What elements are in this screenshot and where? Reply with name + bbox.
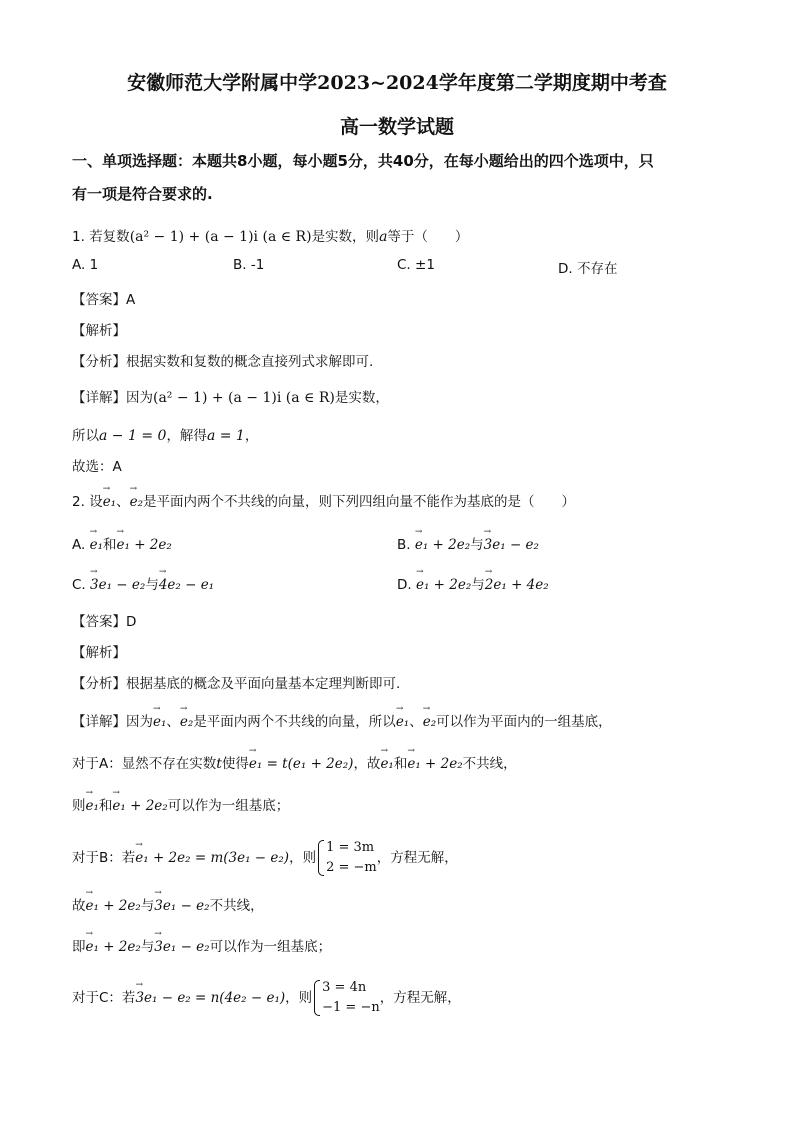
q2-case-b2-pre: 故 [72, 898, 86, 914]
q2-option-c-vec2: → 4e₂ − e₁ [159, 577, 214, 593]
q2-case-c-eq1: 3 = 4n [322, 980, 367, 995]
q2-detail-e1b: → e₁ [396, 714, 409, 730]
section-heading: 一、单项选择题：本题共8小题，每小题5分，共40分，在每小题给出的四个选项中，只 [72, 152, 654, 170]
q2-case-a-expr: → e₁ = t(e₁ + 2e₂) [249, 756, 354, 772]
q2-option-c[interactable] [72, 573, 214, 593]
q2-option-a-vec2: → e₁ + 2e₂ [117, 537, 172, 553]
q1-expression: (a² − 1) + (a − 1)i (a ∈ R) [129, 229, 312, 245]
q2-stem-sep: 、 [116, 494, 130, 510]
q2-detail-e2b: → e₂ [423, 714, 436, 730]
q1-solve [72, 424, 258, 444]
q2-case-c-mid: ，则 [285, 990, 313, 1006]
q1-number: 1. [72, 229, 85, 245]
q2-option-d-vec1: → e₁ + 2e₂ [416, 577, 471, 593]
q1-variable: a [379, 229, 388, 245]
q2-case-b-expr: → e₁ + 2e₂ = m(3e₁ − e₂) [135, 850, 289, 866]
q2-case-c [72, 978, 461, 1018]
q2-option-c-label: C. [72, 577, 86, 593]
q2-case-c-expr: → 3e₁ − e₂ = n(4e₂ − e₁) [135, 990, 285, 1006]
q2-case-a-vec2: → e₁ + 2e₂ [407, 756, 462, 772]
vector-e1: → e₁ [103, 494, 116, 510]
q1-detail-expression: (a² − 1) + (a − 1)i (a ∈ R) [153, 390, 335, 406]
q1-option-d[interactable]: D. 不存在 [558, 261, 618, 277]
q2-stem-post: 是平面内两个不共线的向量，则下列四组向量不能作为基底的是（ ） [143, 494, 575, 510]
q2-case-b-eq2: 2 = −m [326, 860, 377, 875]
q2-case-c-eq2: −1 = −n [322, 1000, 380, 1015]
q2-option-a-vec1: → e₁ [90, 537, 103, 553]
q2-case-a2-and: 和 [98, 798, 113, 814]
q2-detail-sep2: 、 [409, 714, 423, 730]
q2-case-b2-vec1: → e₁ + 2e₂ [86, 898, 141, 914]
q2-stem-pre: 设 [89, 494, 103, 510]
q1-option-c[interactable]: C. ±1 [397, 257, 435, 273]
q2-option-a[interactable] [72, 533, 172, 553]
q2-case-a2-end: 可以作为一组基底； [167, 798, 290, 814]
q2-detail-pre: 【详解】因为 [72, 714, 153, 730]
q2-detail-e1: → e₁ [153, 714, 166, 730]
q1-solve-mid: ，解得 [166, 428, 207, 444]
q1-answer: 【答案】A [72, 292, 136, 308]
q2-case-b3-with: 与 [140, 939, 155, 955]
q2-option-c-mid: 与 [145, 577, 159, 593]
q2-case-b-eq1: 1 = 3m [326, 840, 375, 855]
q2-option-b-vec2: → 3e₁ − e₂ [484, 537, 539, 553]
q1-stem-pre: 若复数 [89, 229, 130, 245]
q2-case-a-mid: 使得 [221, 756, 249, 772]
q2-option-d-vec2: → 2e₁ + 4e₂ [485, 577, 549, 593]
q2-case-c-end: ，方程无解， [379, 990, 461, 1006]
q2-option-d-mid: 与 [471, 577, 485, 593]
section-heading-cont: 有一项是符合要求的. [72, 185, 213, 203]
q2-case-b-pre: 对于B：若 [72, 850, 136, 866]
q2-detail-post: 可以作为平面内的一组基底， [436, 714, 612, 730]
q2-case-b [72, 838, 458, 878]
vector-e2: → e₂ [130, 494, 143, 510]
q2-case-a [72, 752, 517, 772]
q2-case-a-mid2: ，故 [353, 756, 381, 772]
q2-option-b-mid: 与 [470, 537, 484, 553]
q2-case-b2-with: 与 [140, 898, 155, 914]
document-subtitle: 高一数学试题 [339, 116, 454, 138]
q2-stem [72, 490, 575, 510]
q2-case-b2-end: 不共线， [209, 898, 264, 914]
document-title: 安徽师范大学附属中学2023~2024学年度第二学期度期中考查 [127, 72, 667, 94]
q2-case-a-conclusion [72, 794, 289, 814]
q2-case-b3-vec2: → 3e₁ − e₂ [154, 939, 209, 955]
q2-answer: 【答案】D [72, 614, 137, 630]
q1-solve-eq1: a − 1 = 0 [99, 428, 167, 444]
q2-case-a-and: 和 [393, 756, 408, 772]
q2-option-b[interactable] [397, 533, 539, 553]
q2-case-a-end: 不共线， [462, 756, 517, 772]
q2-option-d[interactable] [397, 573, 549, 593]
q1-stem [72, 225, 468, 245]
q2-number: 2. [72, 494, 85, 510]
q2-detail-sep: 、 [166, 714, 180, 730]
q2-case-b2-vec2: → 3e₁ − e₂ [154, 898, 209, 914]
q2-case-b-line3 [72, 935, 331, 955]
q1-option-b[interactable]: B. -1 [233, 257, 265, 273]
q1-option-a[interactable]: A. 1 [72, 257, 99, 273]
q2-case-a2-vec2: → e₁ + 2e₂ [112, 798, 167, 814]
q2-option-d-label: D. [397, 577, 412, 593]
q1-stem-end: 等于（ ） [387, 229, 469, 245]
q1-analysis: 【分析】根据实数和复数的概念直接列式求解即可. [72, 354, 374, 370]
q2-case-a-pre: 对于A：显然不存在实数 [72, 756, 217, 772]
q2-detail-mid: 是平面内两个不共线的向量，所以 [193, 714, 396, 730]
q1-detail [72, 386, 389, 406]
q2-analysis: 【分析】根据基底的概念及平面向量基本定理判断即可. [72, 676, 401, 692]
q2-case-b3-vec1: → e₁ + 2e₂ [86, 939, 141, 955]
q1-detail-pre: 【详解】因为 [72, 390, 153, 406]
q2-case-b3-pre: 即 [72, 939, 86, 955]
q1-choose: 故选：A [72, 459, 122, 475]
q2-option-b-vec1: → e₁ + 2e₂ [415, 537, 470, 553]
q1-detail-post: 是实数， [334, 390, 389, 406]
q2-case-b3-end: 可以作为一组基底； [209, 939, 332, 955]
q2-case-b-mid: ，则 [289, 850, 317, 866]
q2-option-c-vec1: → 3e₁ − e₂ [90, 577, 145, 593]
q2-case-b-line2 [72, 894, 264, 914]
q2-case-a2-pre: 则 [72, 798, 86, 814]
q2-case-c-pre: 对于C：若 [72, 990, 136, 1006]
q2-option-a-label: A. [72, 537, 86, 553]
q2-option-a-mid: 和 [103, 537, 117, 553]
q1-solve-eq2: a = 1 [206, 428, 245, 444]
q2-detail-e2: → e₂ [180, 714, 193, 730]
q2-case-a2-vec1: → e₁ [86, 798, 99, 814]
q1-solve-pre: 所以 [72, 428, 99, 444]
q1-solve-end: ， [244, 428, 259, 444]
q2-case-a-t: t [216, 756, 222, 772]
q2-option-b-label: B. [397, 537, 411, 553]
q1-stem-post: 是实数，则 [311, 229, 380, 245]
q2-case-b-system [316, 838, 377, 878]
q2-analysis-heading: 【解析】 [72, 645, 126, 661]
q2-case-a-vec1: → e₁ [380, 756, 393, 772]
q1-analysis-heading: 【解析】 [72, 323, 126, 339]
q2-case-b-end: ，方程无解， [376, 850, 458, 866]
q2-case-c-system [312, 978, 380, 1018]
q2-detail [72, 710, 612, 730]
